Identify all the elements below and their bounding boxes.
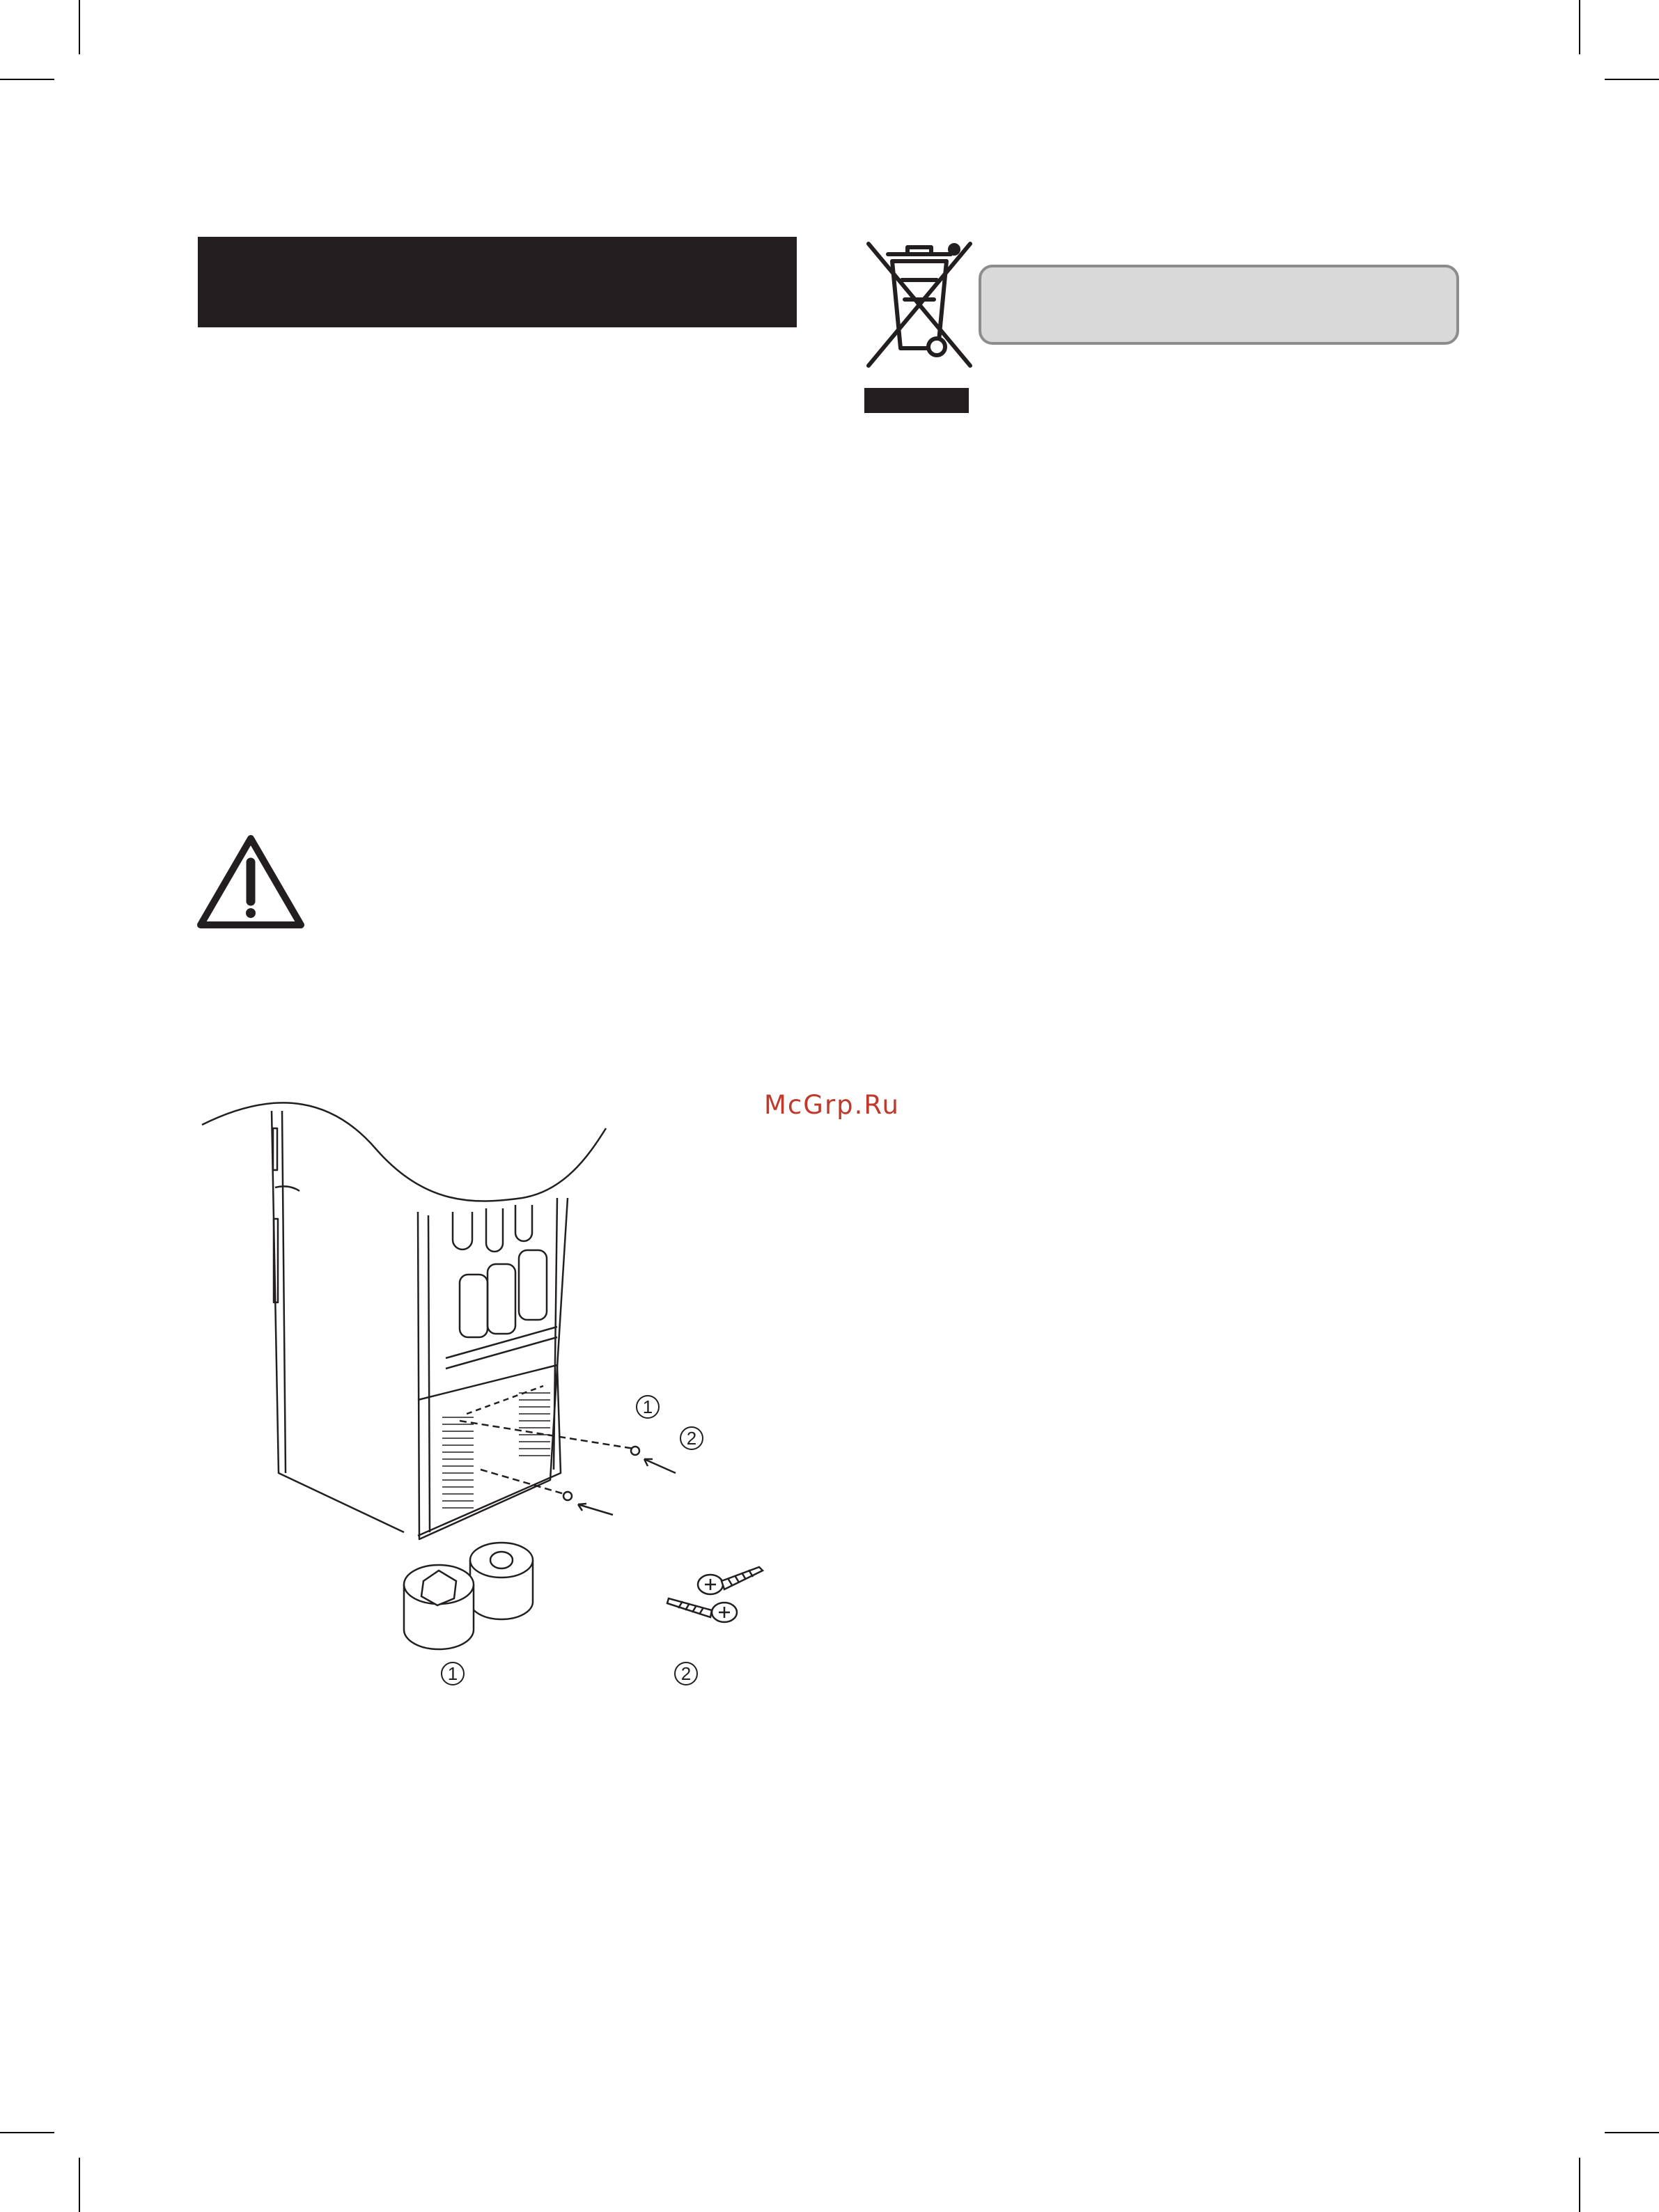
- crop-mark: [1579, 0, 1580, 54]
- section-header-bar: [198, 237, 797, 327]
- crop-mark: [1579, 2158, 1580, 2212]
- screw-parts: [667, 1567, 763, 1622]
- refrigerator-drawing: [202, 1103, 676, 1539]
- weee-underline-bar: [864, 388, 969, 413]
- info-box: [979, 265, 1459, 345]
- warning-triangle-icon: [195, 833, 306, 930]
- crop-mark: [1605, 2132, 1659, 2133]
- crop-mark: [0, 2132, 54, 2133]
- crop-mark: [0, 79, 54, 80]
- legend-label-2: 2: [680, 1663, 692, 1684]
- crop-mark: [79, 2158, 80, 2212]
- installation-figure: [195, 1093, 773, 1699]
- crossed-out-wheelie-bin-icon: [860, 237, 979, 369]
- watermark: McGrp.Ru: [764, 1090, 900, 1120]
- spacer-parts: [404, 1543, 533, 1649]
- legend-label-1: 1: [447, 1663, 458, 1684]
- callout-2: 2: [686, 1428, 697, 1449]
- callout-1: 1: [642, 1396, 653, 1417]
- crop-mark: [1605, 79, 1659, 80]
- crop-mark: [79, 0, 80, 54]
